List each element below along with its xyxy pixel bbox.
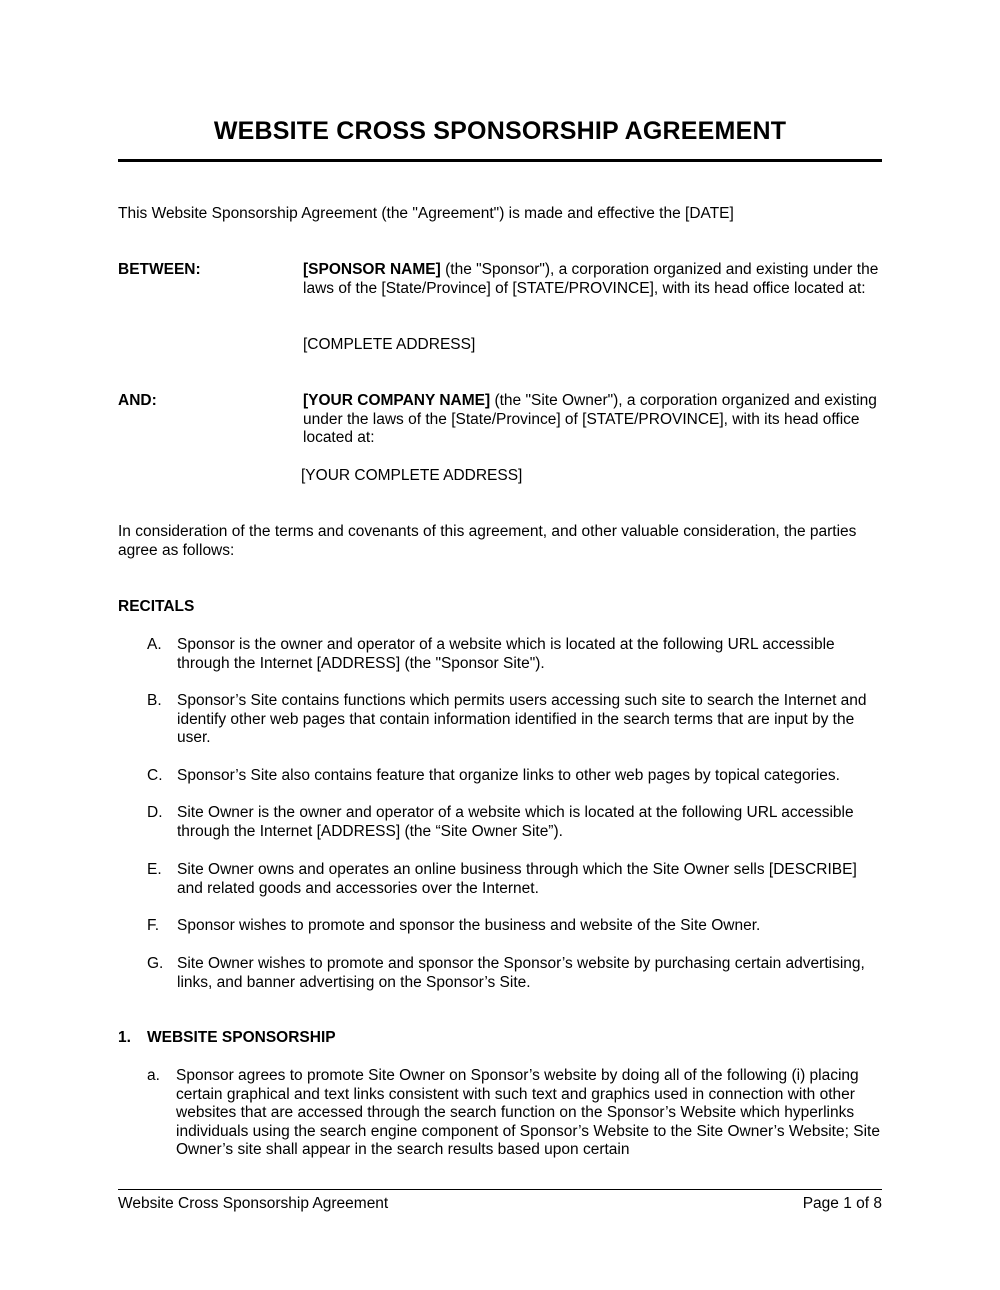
consideration-paragraph: In consideration of the terms and covenants of this agreement, and other valuable consideration, the parties agree as follows: [118,523,857,559]
party-owner-description: (the "Site Owner"), a corporation organized and existing under the laws of the [State/Province] of [STATE/PROVINCE], with its head office located at: [303,392,877,447]
party-sponsor-text [303,261,883,298]
recital-text: Sponsor is the owner and operator of a website which is located at the following URL accessible through the Internet [ADDRESS] (the "Sponsor Site"). [177,636,835,672]
party-owner-text [303,392,883,448]
recital-text: Sponsor’s Site also contains feature that organize links to other web pages by topical categories. [177,767,840,784]
footer-document-name: Website Cross Sponsorship Agreement [118,1195,389,1212]
recital-text: Site Owner wishes to promote and sponsor the Sponsor’s website by purchasing certain advertising, links, and banner advertising on the Sponsor’s Site. [177,955,865,991]
party-label-between: BETWEEN: [118,261,201,278]
document-title: WEBSITE CROSS SPONSORSHIP AGREEMENT [213,117,787,145]
party-sponsor-address: [COMPLETE ADDRESS] [303,336,476,353]
recital-letter: A. [147,636,162,653]
party-owner-address: [YOUR COMPLETE ADDRESS] [301,467,523,484]
recital-letter: D. [147,804,163,821]
party-label-and: AND: [118,392,157,409]
section-title: WEBSITE SPONSORSHIP [147,1029,336,1046]
intro-paragraph: This Website Sponsorship Agreement (the "Agreement") is made and effective the [DATE] [118,205,734,222]
recital-text: Site Owner is the owner and operator of a website which is located at the following URL accessible through the Internet [ADDRESS] (the “Site Owner Site”). [177,804,854,840]
party-sponsor-description: (the "Sponsor"), a corporation organized and existing under the laws of the [State/Province] of [STATE/PROVINCE], with its head office located at: [303,261,879,297]
recital-text: Site Owner owns and operates an online business through which the Site Owner sells [DESCRIBE] and related goods and accessories over the Internet. [177,861,857,897]
party-sponsor-name: [SPONSOR NAME] [303,261,441,278]
clause-text: Sponsor agrees to promote Site Owner on Sponsor’s website by doing all of the following (i) placing certain graphical and text links consistent with such text and graphics used in connection with other websites that are accessed through the search function on the Sponsor’s Website which hyperlinks individuals using the search engine component of Sponsor’s Website to the Site Owner’s Website; Site Owner’s site shall appear in the search results based upon certain [176,1067,880,1159]
recital-letter: B. [147,692,162,709]
recital-text: Sponsor’s Site contains functions which permits users accessing such site to search the Internet and identify other web pages that contain information identified in the search terms that are input by the user. [177,692,867,747]
footer-rule [118,1189,882,1190]
section-number: 1. [118,1029,131,1046]
recitals-heading: RECITALS [118,598,195,615]
recital-text: Sponsor wishes to promote and sponsor the business and website of the Site Owner. [177,917,761,934]
party-owner-name: [YOUR COMPANY NAME] [303,392,491,409]
recital-letter: C. [147,767,163,784]
recital-letter: E. [147,861,162,878]
clause-letter: a. [147,1067,160,1084]
recital-letter: G. [147,955,164,972]
footer-page-number: Page 1 of 8 [802,1195,882,1212]
title-rule [118,159,882,162]
recital-letter: F. [147,917,160,934]
